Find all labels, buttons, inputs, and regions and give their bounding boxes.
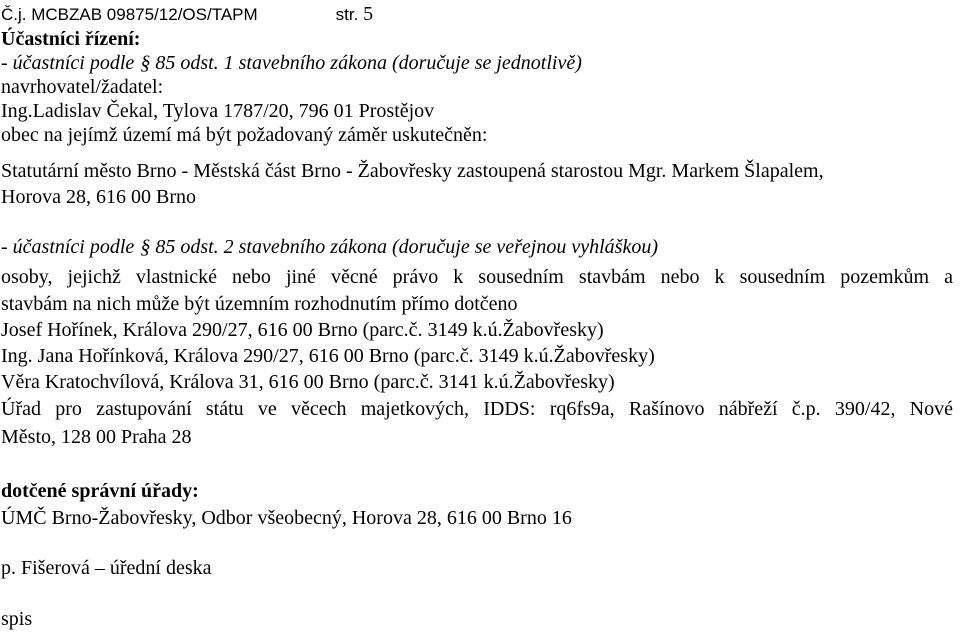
notice-board: p. Fišerová – úřední deska (1, 557, 212, 579)
municipality-line-1: Statutární město Brno - Městská část Brno - Žabovřesky zastoupená starostou Mgr. Markem Šlapalem, (1, 160, 824, 182)
authority-item: ÚMČ Brno-Žabovřesky, Odbor všeobecný, Horova 28, 616 00 Brno 16 (1, 507, 572, 529)
authorities-heading: dotčené správní úřady: (1, 480, 199, 502)
document-header (1, 2, 373, 27)
applicant-label: navrhovatel/žadatel: (1, 76, 164, 98)
section-sign: § (140, 52, 151, 74)
municipality-label: obec na jejímž území má být požadovaný záměr uskutečněn: (1, 124, 488, 146)
section-sign: § (140, 236, 151, 258)
office-line-1: Úřad pro zastupování státu ve věcech majetkových, IDDS: rq6fs9a, Rašínovo nábřeží č.p. 390/42, Nové (1, 398, 953, 420)
neighbors-line-1: osoby, jejichž vlastnické nebo jiné věcné právo k sousedním stavbám nebo k sousedním pozemkům a (1, 266, 953, 288)
participants-group-2: - účastníci podle § 85 odst. 2 stavebního zákona (doručuje se veřejnou vyhláškou) (1, 236, 658, 258)
page-label: str. (335, 5, 359, 24)
municipality-line-2: Horova 28, 616 00 Brno (1, 186, 196, 208)
neighbors-line-2: stavbám na nich může být územním rozhodnutím přímo dotčeno (1, 293, 518, 315)
page-number: 5 (363, 3, 374, 25)
applicant: Ing.Ladislav Čekal, Tylova 1787/20, 796 01 Prostějov (1, 100, 435, 122)
office-line-2: Město, 128 00 Praha 28 (1, 426, 192, 448)
file-copy: spis (1, 608, 33, 630)
person-1: Josef Hořínek, Králova 290/27, 616 00 Brno (parc.č. 3149 k.ú.Žabovřesky) (1, 319, 604, 341)
participants-group-1: - účastníci podle § 85 odst. 1 stavebního zákona (doručuje se jednotlivě) (1, 52, 582, 74)
person-3: Věra Kratochvílová, Králova 31, 616 00 Brno (parc.č. 3141 k.ú.Žabovřesky) (1, 371, 615, 393)
person-2: Ing. Jana Hořínková, Králova 290/27, 616 00 Brno (parc.č. 3149 k.ú.Žabovřesky) (1, 345, 655, 367)
participants-heading: Účastníci řízení: (1, 28, 141, 50)
reference-number: Č.j. MCBZAB 09875/12/OS/TAPM (1, 5, 258, 24)
